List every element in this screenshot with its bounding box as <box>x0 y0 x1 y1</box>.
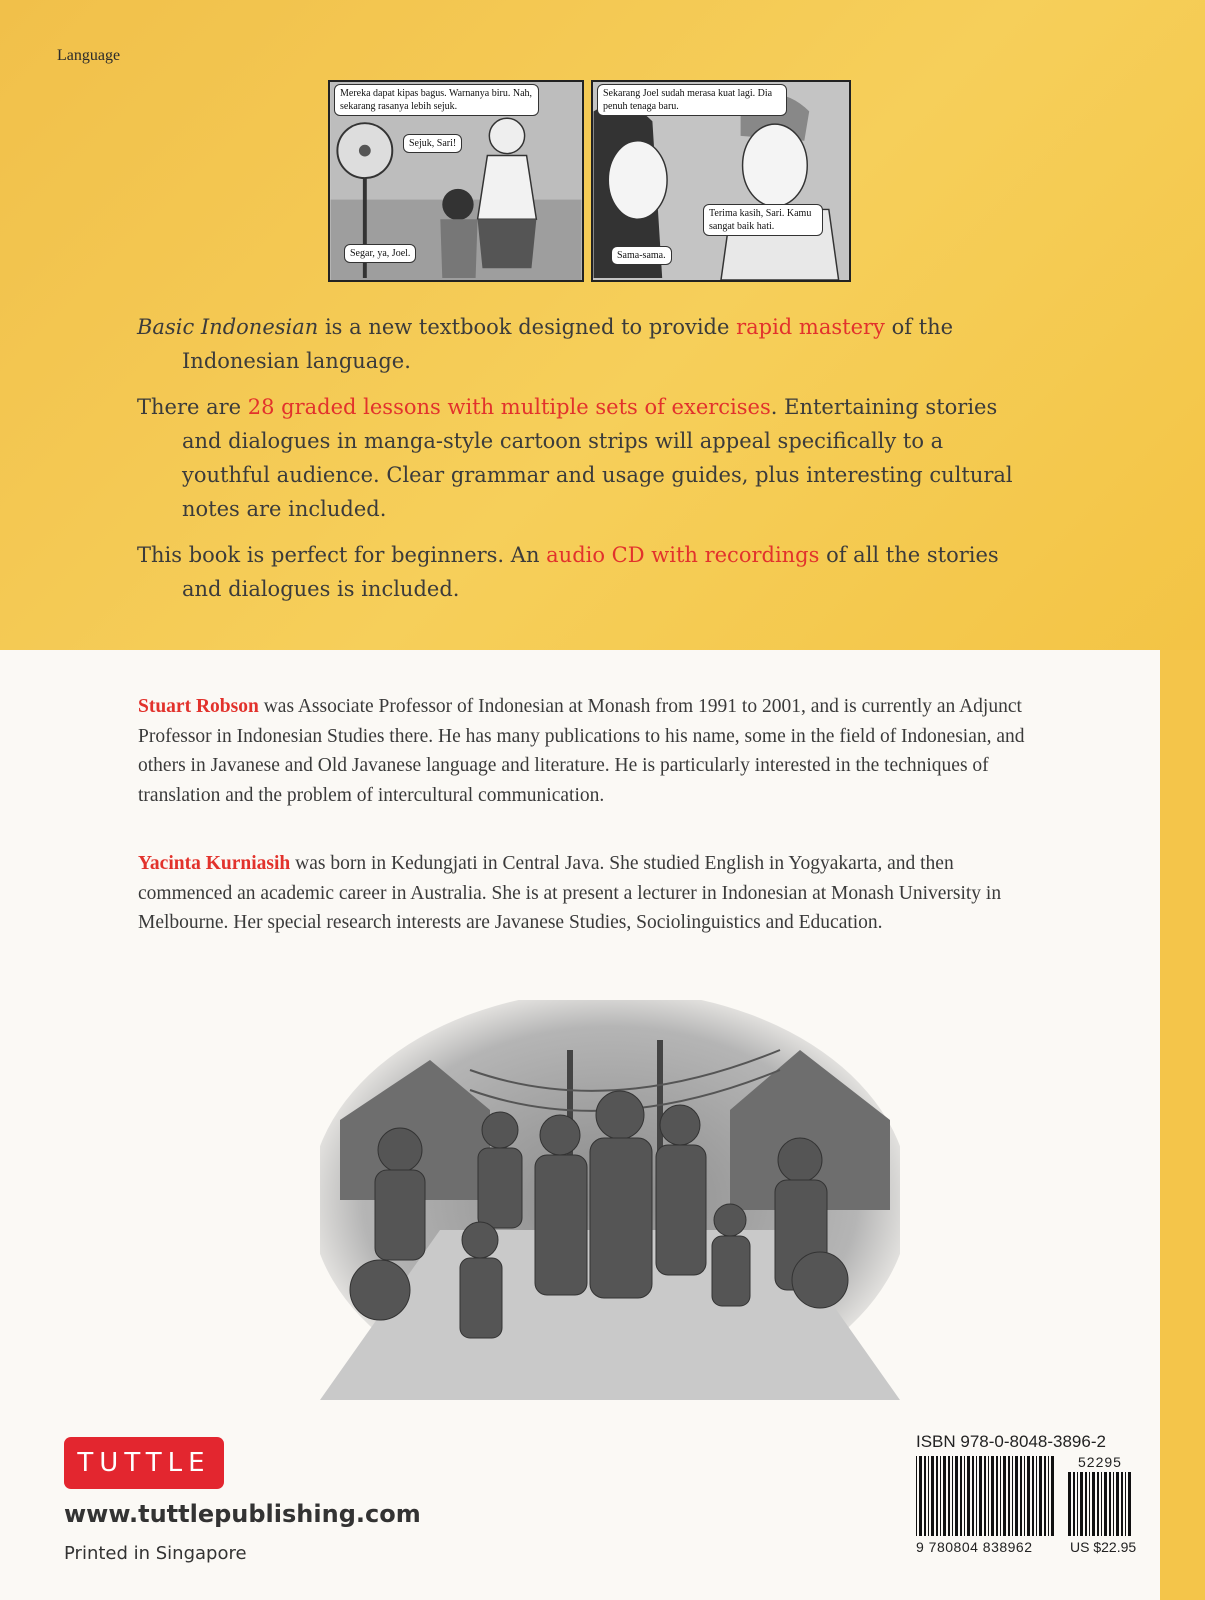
text-run: There are <box>137 395 248 419</box>
speech-bubble: Terima kasih, Sari. Kamu sangat baik hati. <box>703 204 823 236</box>
barcode-bar <box>1092 1472 1095 1536</box>
comic-panel-1 <box>328 80 584 282</box>
speech-bubble: Segar, ya, Joel. <box>344 244 416 263</box>
barcode-bar <box>1012 1456 1013 1536</box>
printed-in-label: Printed in Singapore <box>64 1543 247 1564</box>
speech-bubble: Sejuk, Sari! <box>403 134 462 153</box>
barcode-bar <box>1000 1456 1001 1536</box>
barcode-bar <box>1104 1472 1107 1536</box>
highlight-text: rapid mastery <box>736 315 885 339</box>
barcode-bar <box>1109 1472 1111 1536</box>
barcode-bar <box>960 1456 962 1536</box>
barcode-bar <box>996 1456 998 1536</box>
price-label: US $22.95 <box>1070 1539 1137 1555</box>
barcode-addon-digits: 52295 <box>1078 1454 1122 1470</box>
comic-caption: Mereka dapat kipas bagus. Warnanya biru. Nah, sekarang rasanya lebih sejuk. <box>334 84 539 116</box>
highlight-text: audio CD with recordings <box>546 543 820 567</box>
barcode-bar <box>1044 1456 1046 1536</box>
barcode-bar <box>988 1456 989 1536</box>
village-crowd-illustration <box>320 1000 900 1400</box>
barcode-bar <box>1039 1456 1042 1536</box>
author-bio-1 <box>138 692 1048 810</box>
book-description <box>137 310 1037 618</box>
text-run: of the Indonesian language. <box>182 315 954 373</box>
category-label: Language <box>57 47 121 64</box>
barcode-bar <box>991 1456 994 1536</box>
barcode-bar <box>948 1456 950 1536</box>
barcode-bar <box>924 1456 926 1536</box>
text-run: This book is perfect for beginners. An <box>137 543 547 567</box>
barcode-bar <box>1085 1472 1087 1536</box>
barcode-bar <box>1125 1472 1126 1536</box>
barcode-bar <box>1089 1472 1090 1536</box>
highlight-text: 28 graded lessons with multiple sets of exercises <box>247 395 771 419</box>
barcode-bar <box>1048 1456 1049 1536</box>
barcode-bar <box>967 1456 970 1536</box>
author-bio-text: was born in Kedungjati in Central Java. She studied English in Yogyakarta, and then commenced an academic career in Australia. She is at present a lecturer in Indonesian at Monash University in Melbourne. Her special research interests are Javanese Studies, Sociolinguistics and Education. <box>138 853 1002 933</box>
barcode-bar <box>984 1456 986 1536</box>
barcode-bar <box>964 1456 965 1536</box>
barcode-bar <box>1077 1472 1078 1536</box>
barcode-bar <box>1113 1472 1114 1536</box>
barcode-bar <box>1097 1472 1099 1536</box>
barcode-bar <box>1027 1456 1030 1536</box>
ean-digits: 9 780804 838962 <box>916 1539 1033 1555</box>
village-crowd-art <box>320 1000 900 1400</box>
barcode-bar <box>1032 1456 1034 1536</box>
text-run: of all the stories and dialogues is included. <box>182 543 999 601</box>
barcode-block <box>916 1432 1146 1572</box>
ean-barcode <box>916 1456 1056 1536</box>
barcode-bar <box>972 1456 974 1536</box>
isbn-label: ISBN 978-0-8048-3896-2 <box>916 1432 1106 1451</box>
barcode-bar <box>1003 1456 1006 1536</box>
barcode-bar <box>1008 1456 1010 1536</box>
barcode-bar <box>1024 1456 1025 1536</box>
book-title: Basic Indonesian <box>137 315 319 339</box>
barcode-bar <box>955 1456 958 1536</box>
barcode-bar <box>1073 1472 1075 1536</box>
comic-strip <box>328 80 851 282</box>
tuttle-logo: TUTTLE <box>64 1437 224 1489</box>
barcode-bar <box>1051 1456 1054 1536</box>
barcode-bar <box>931 1456 934 1536</box>
speech-bubble: Sama-sama. <box>611 246 672 265</box>
text-run: . Entertaining stories and dialogues in manga-style cartoon strips will appeal specifically to a youthful audience. Clear grammar and usage guides, plus interesting cultural notes are included. <box>182 395 1013 521</box>
author-bio-2 <box>138 849 1048 938</box>
description-paragraph-1 <box>137 310 1037 378</box>
publisher-website[interactable]: www.tuttlepublishing.com <box>64 1500 421 1528</box>
barcode-bar <box>1036 1456 1037 1536</box>
barcode-bar <box>1101 1472 1102 1536</box>
author-name: Yacinta Kurniasih <box>138 853 291 874</box>
barcode-bar <box>1080 1472 1083 1536</box>
barcode-bar <box>940 1456 941 1536</box>
barcode-bar <box>1015 1456 1018 1536</box>
barcode-bar <box>952 1456 953 1536</box>
author-bio-text: was Associate Professor of Indonesian at Monash from 1991 to 2001, and is currently an Adjunct Professor in Indonesian Studies there. He has many publications to his name, some in the field of Indonesian, and others in Javanese and Old Javanese language and literature. He is particularly interested in the techniques of translation and the problem of intercultural communication. <box>138 696 1025 806</box>
barcode-bar <box>1121 1472 1123 1536</box>
barcode-bar <box>1068 1472 1071 1536</box>
barcode-bar <box>936 1456 938 1536</box>
description-paragraph-2 <box>137 390 1037 526</box>
comic-panel-2 <box>591 80 851 282</box>
author-name: Stuart Robson <box>138 696 259 717</box>
barcode-bar <box>976 1456 977 1536</box>
barcode-bar <box>1020 1456 1022 1536</box>
barcode-bar <box>1128 1472 1131 1536</box>
comic-caption: Sekarang Joel sudah merasa kuat lagi. Dia penuh tenaga baru. <box>597 84 787 116</box>
barcode-bar <box>928 1456 929 1536</box>
barcode-bar <box>916 1456 917 1536</box>
barcode-bar <box>919 1456 922 1536</box>
barcode-bar <box>979 1456 982 1536</box>
barcode-bar <box>1116 1472 1119 1536</box>
description-paragraph-3 <box>137 538 1037 606</box>
barcode-bar <box>943 1456 946 1536</box>
text-run: is a new textbook designed to provide <box>318 315 737 339</box>
addon-barcode <box>1068 1472 1132 1536</box>
